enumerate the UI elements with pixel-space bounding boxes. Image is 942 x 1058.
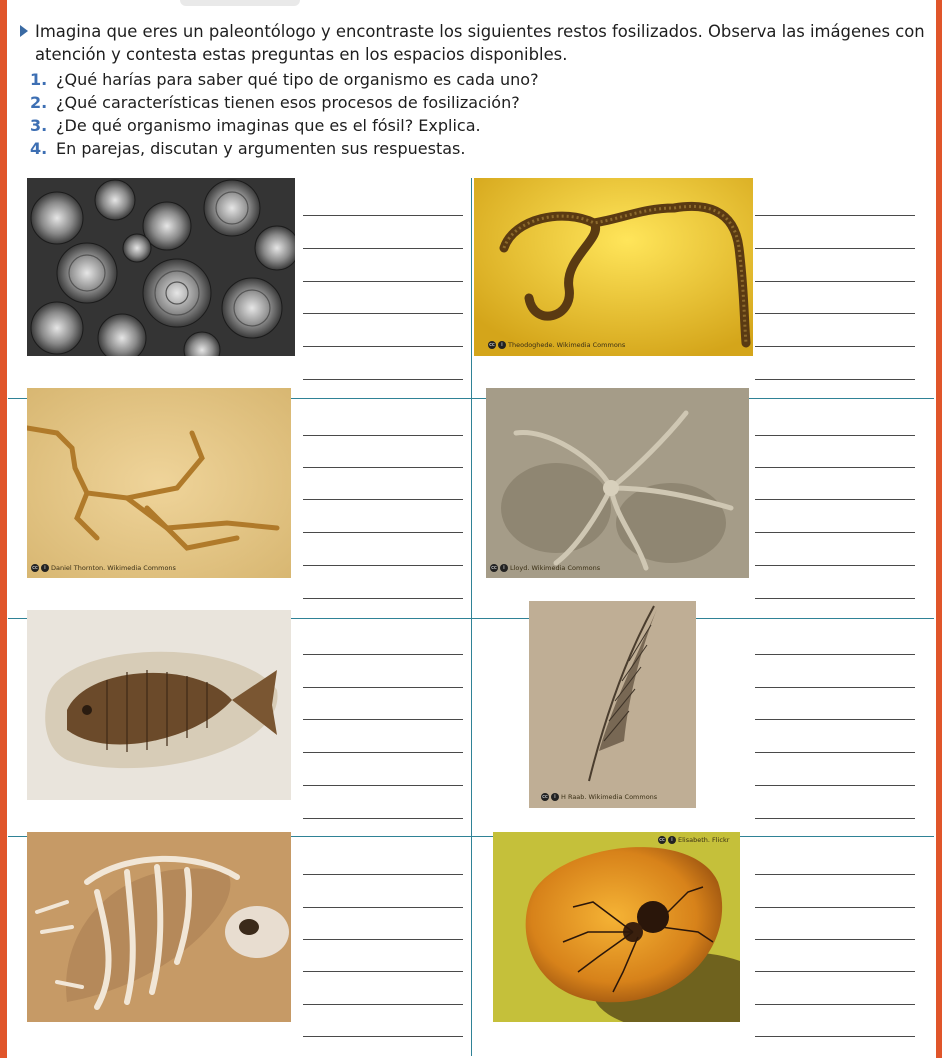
- answer-line[interactable]: [303, 907, 463, 908]
- question-number: 1.: [30, 70, 48, 89]
- question-item: [30, 68, 539, 91]
- attribution-icon: i: [668, 836, 676, 844]
- answer-line[interactable]: [303, 215, 463, 216]
- answer-line[interactable]: [755, 565, 915, 566]
- answer-line[interactable]: [303, 435, 463, 436]
- attribution-icon: i: [500, 564, 508, 572]
- question-text: ¿Qué harías para saber qué tipo de organismo es cada uno?: [56, 70, 539, 89]
- answer-line[interactable]: [303, 379, 463, 380]
- answer-line[interactable]: [303, 565, 463, 566]
- top-decoration: [180, 0, 300, 6]
- instructions: [20, 20, 930, 66]
- question-number: 4.: [30, 139, 48, 158]
- credit-text: Lloyd. Wikimedia Commons: [510, 564, 601, 572]
- answer-line[interactable]: [303, 346, 463, 347]
- answer-line[interactable]: [303, 598, 463, 599]
- answer-line[interactable]: [755, 1036, 915, 1037]
- answer-line[interactable]: [303, 971, 463, 972]
- answer-line[interactable]: [303, 1004, 463, 1005]
- triangle-bullet-icon: [20, 25, 28, 37]
- creative-commons-icon: cc: [32, 565, 38, 571]
- credit-text: Daniel Thornton. Wikimedia Commons: [51, 564, 176, 572]
- answer-line[interactable]: [755, 346, 915, 347]
- answer-line[interactable]: [755, 687, 915, 688]
- question-text: En parejas, discutan y argumenten sus respuestas.: [56, 139, 466, 158]
- creative-commons-icon: cc: [542, 794, 548, 800]
- answer-line[interactable]: [755, 379, 915, 380]
- answer-line[interactable]: [755, 215, 915, 216]
- fish-fossil-photo: [27, 610, 291, 800]
- image-credit: [541, 793, 657, 801]
- creative-commons-icon: cc: [659, 837, 665, 843]
- answer-line[interactable]: [303, 281, 463, 282]
- answer-line[interactable]: [755, 435, 915, 436]
- answer-line[interactable]: [755, 598, 915, 599]
- image-credit: [488, 341, 625, 349]
- question-item: [30, 114, 539, 137]
- spider-in-amber-photo: [493, 832, 740, 1022]
- answer-line[interactable]: [303, 1036, 463, 1037]
- left-page-border: [0, 0, 7, 1058]
- ammonite-fossils-photo: [27, 178, 295, 356]
- worm-fossil-photo: [474, 178, 753, 356]
- question-number: 2.: [30, 93, 48, 112]
- answer-line[interactable]: [303, 874, 463, 875]
- image-credit: [658, 836, 729, 844]
- attribution-icon: i: [551, 793, 559, 801]
- answer-line[interactable]: [755, 313, 915, 314]
- answer-line[interactable]: [755, 939, 915, 940]
- question-text: ¿Qué características tienen esos procesos de fosilización?: [56, 93, 520, 112]
- answer-line[interactable]: [755, 1004, 915, 1005]
- feather-fossil-photo: [529, 601, 696, 808]
- column-divider: [471, 178, 472, 1056]
- creative-commons-icon: cc: [489, 342, 495, 348]
- attribution-icon: i: [498, 341, 506, 349]
- answer-line[interactable]: [755, 532, 915, 533]
- bird-fossil-photo: [27, 388, 291, 578]
- answer-line[interactable]: [755, 248, 915, 249]
- attribution-icon: i: [41, 564, 49, 572]
- turtle-fossil-photo: [27, 832, 291, 1022]
- right-page-border: [936, 0, 942, 1058]
- answer-line[interactable]: [755, 971, 915, 972]
- answer-line[interactable]: [755, 719, 915, 720]
- instructions-text: Imagina que eres un paleontólogo y encontraste los siguientes restos fosilizados. Observa las imágenes con atención y contesta estas preguntas en los espacios disponibles.: [35, 22, 925, 64]
- answer-line[interactable]: [303, 467, 463, 468]
- credit-text: H Raab. Wikimedia Commons: [561, 793, 658, 801]
- answer-line[interactable]: [755, 281, 915, 282]
- creative-commons-icon: cc: [491, 565, 497, 571]
- question-list: [30, 68, 539, 160]
- question-number: 3.: [30, 116, 48, 135]
- answer-line[interactable]: [303, 939, 463, 940]
- question-item: [30, 91, 539, 114]
- answer-line[interactable]: [303, 818, 463, 819]
- answer-line[interactable]: [755, 907, 915, 908]
- answer-line[interactable]: [303, 313, 463, 314]
- answer-line[interactable]: [303, 719, 463, 720]
- image-credit: [31, 564, 176, 572]
- answer-line[interactable]: [303, 752, 463, 753]
- brittle-star-fossil-photo: [486, 388, 749, 578]
- answer-line[interactable]: [303, 785, 463, 786]
- answer-line[interactable]: [303, 532, 463, 533]
- question-item: [30, 137, 539, 160]
- image-credit: [490, 564, 600, 572]
- answer-line[interactable]: [303, 248, 463, 249]
- answer-line[interactable]: [303, 654, 463, 655]
- answer-line[interactable]: [755, 752, 915, 753]
- answer-line[interactable]: [755, 654, 915, 655]
- credit-text: Elisabeth. Flickr: [678, 836, 730, 844]
- answer-line[interactable]: [755, 818, 915, 819]
- answer-line[interactable]: [755, 467, 915, 468]
- answer-line[interactable]: [303, 687, 463, 688]
- answer-line[interactable]: [755, 874, 915, 875]
- answer-line[interactable]: [303, 499, 463, 500]
- answer-line[interactable]: [755, 499, 915, 500]
- credit-text: Theodoghede. Wikimedia Commons: [508, 341, 626, 349]
- question-text: ¿De qué organismo imaginas que es el fósil? Explica.: [56, 116, 481, 135]
- answer-line[interactable]: [755, 785, 915, 786]
